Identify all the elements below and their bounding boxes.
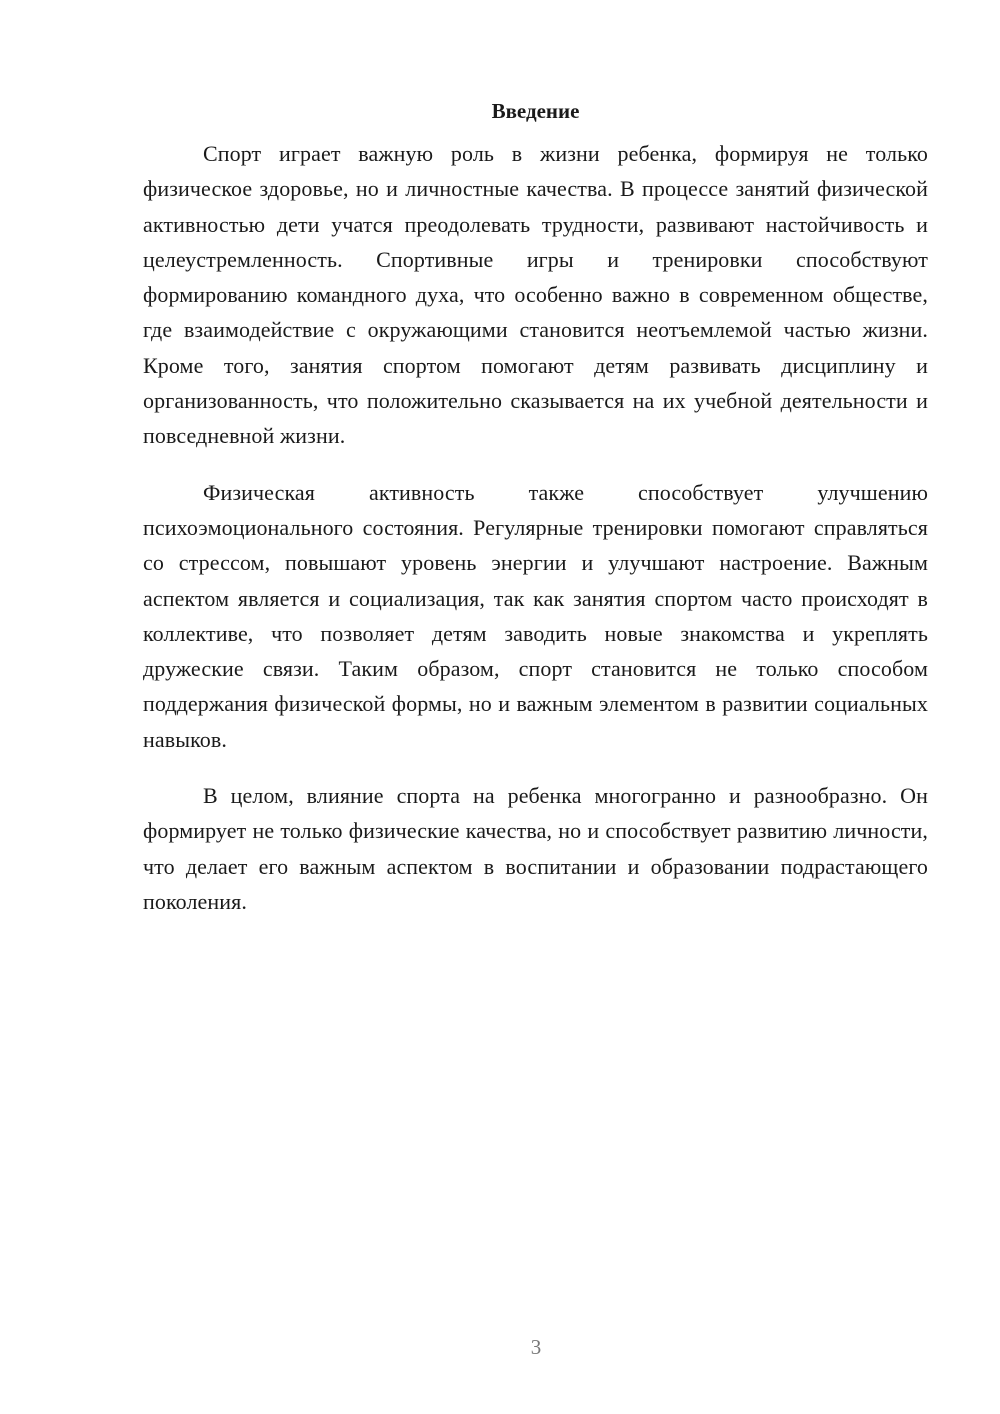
paragraph-2: Физическая активность также способствует улучшению психоэмоционального состояния. Регулярные тренировки помогают справляться со стрессом, повышают уровень энергии и улучшают настроение. Важным аспектом является и социализация, так как занятия спортом часто происходят в коллективе, что позволяет детям заводить новые знакомства и укреплять дружеские связи. Таким образом, спорт становится не только способом поддержания физической формы, но и важным элементом в развитии социальных навыков.: [143, 479, 928, 752]
page-content: [143, 96, 928, 940]
paragraph-1: Спорт играет важную роль в жизни ребенка, формируя не только физическое здоровье, но и личностные качества. В процессе занятий физической активностью дети учатся преодолевать трудности, развивают настойчивость и целеустремленность. Спортивные игры и тренировки способствуют формированию командного духа, что особенно важно в современном обществе, где взаимодействие с окружающими становится неотъемлемой частью жизни. Кроме того, занятия спортом помогают детям развивать дисциплину и организованность, что положительно сказывается на их учебной деятельности и повседневной жизни.: [143, 141, 928, 449]
paragraph-3: В целом, влияние спорта на ребенка многогранно и разнообразно. Он формирует не только физические качества, но и способствует развитию личности, что делает его важным аспектом в воспитании и образовании подрастающего поколения.: [143, 783, 928, 914]
section-title: Введение: [491, 99, 580, 123]
page-number: 3: [530, 1335, 542, 1359]
